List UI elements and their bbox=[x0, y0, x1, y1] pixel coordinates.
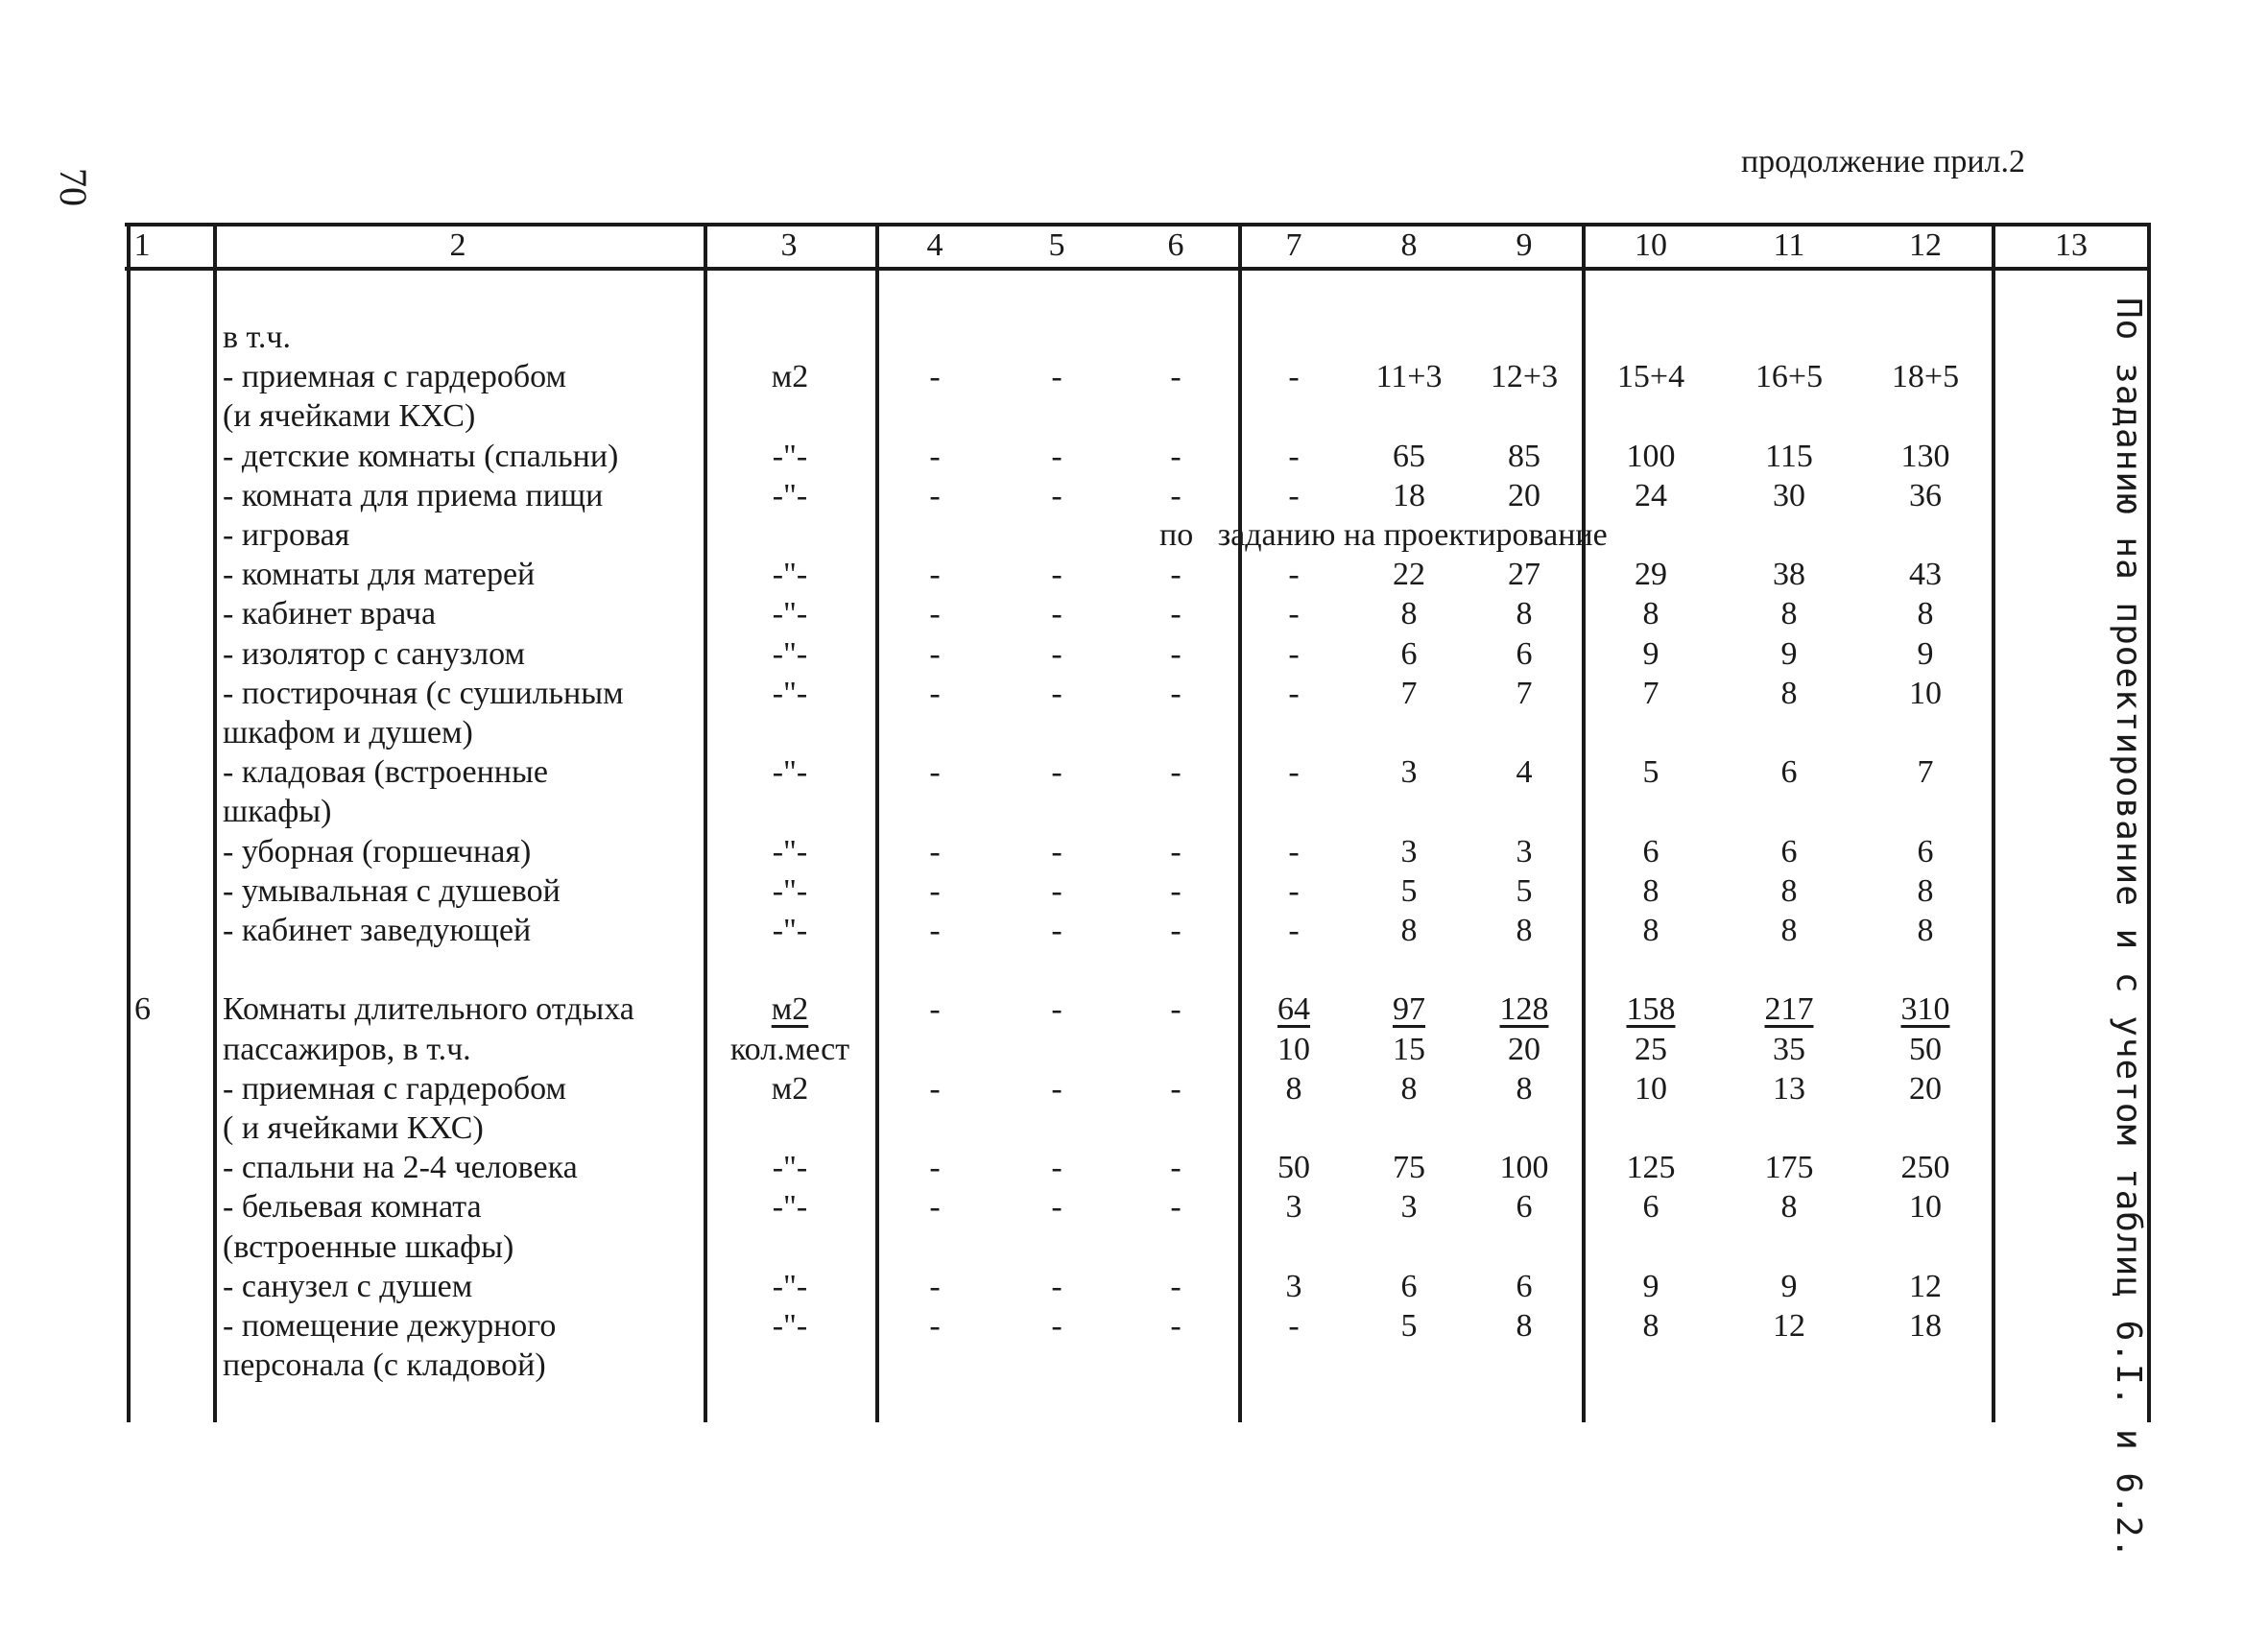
value-cell: - bbox=[929, 635, 941, 672]
room-name: (и ячейками КХС) bbox=[223, 398, 476, 435]
value-cell: - bbox=[1051, 1308, 1062, 1344]
value-cell: - bbox=[1051, 675, 1062, 711]
unit: -"- bbox=[772, 1189, 808, 1226]
value-cell: 5 bbox=[1516, 872, 1533, 909]
value-cell: 15+4 bbox=[1616, 359, 1685, 395]
value-cell: 24 bbox=[1635, 477, 1667, 513]
column-header: 7 bbox=[1285, 227, 1302, 263]
column-header: 8 bbox=[1400, 227, 1418, 263]
value-cell: 15 bbox=[1393, 1031, 1425, 1067]
value-cell: 50 bbox=[1277, 1150, 1310, 1186]
room-name: - кабинет врача bbox=[223, 596, 437, 632]
value-cell: 6 bbox=[1917, 833, 1934, 870]
room-name: - уборная (горшечная) bbox=[223, 833, 532, 870]
value-cell: 5 bbox=[1400, 1308, 1418, 1344]
value-cell: - bbox=[1170, 477, 1182, 513]
unit: -"- bbox=[772, 438, 808, 474]
room-name: - приемная с гардеробом bbox=[223, 1070, 566, 1107]
column-header: 1 bbox=[133, 227, 151, 263]
column-header: 12 bbox=[1909, 227, 1942, 263]
value-cell: 18 bbox=[1909, 1308, 1942, 1344]
value-cell: - bbox=[1051, 991, 1062, 1028]
value-cell: - bbox=[929, 1268, 941, 1304]
value-cell: - bbox=[1051, 833, 1062, 870]
value-cell: - bbox=[1288, 913, 1300, 948]
value-cell: - bbox=[1170, 557, 1182, 593]
value-cell: - bbox=[929, 675, 941, 711]
value-cell: 27 bbox=[1508, 557, 1540, 593]
value-cell: 128 bbox=[1499, 991, 1549, 1028]
column-border bbox=[127, 223, 131, 1422]
value-cell: 8 bbox=[1400, 1070, 1418, 1107]
column-header: 10 bbox=[1635, 227, 1667, 263]
value-cell: 115 bbox=[1765, 438, 1813, 474]
value-cell: 6 bbox=[1780, 833, 1798, 870]
value-cell: - bbox=[1170, 359, 1182, 395]
value-cell: 75 bbox=[1393, 1150, 1425, 1186]
value-cell: 7 bbox=[1642, 675, 1659, 711]
room-name: - приемная с гардеробом bbox=[223, 359, 566, 395]
value-cell: 8 bbox=[1917, 913, 1934, 948]
value-cell: 130 bbox=[1900, 438, 1950, 474]
value-cell: - bbox=[1051, 359, 1062, 395]
page-number: 70 bbox=[52, 168, 95, 206]
room-name: Комнаты длительного отдыха bbox=[223, 991, 634, 1028]
value-cell: - bbox=[1170, 1070, 1182, 1107]
value-cell: 20 bbox=[1909, 1070, 1942, 1107]
value-cell: 7 bbox=[1917, 754, 1934, 791]
value-cell: - bbox=[1170, 438, 1182, 474]
value-cell: 8 bbox=[1400, 913, 1418, 948]
value-cell: - bbox=[1051, 1189, 1062, 1226]
room-name: - постирочная (с сушильным bbox=[223, 675, 624, 711]
value-cell: 30 bbox=[1773, 477, 1805, 513]
column-header: 9 bbox=[1516, 227, 1533, 263]
unit: -"- bbox=[772, 635, 808, 672]
span-note: по заданию на проектирование bbox=[1159, 517, 1608, 553]
unit: -"- bbox=[772, 913, 808, 948]
value-cell: 36 bbox=[1909, 477, 1942, 513]
unit: -"- bbox=[772, 477, 808, 513]
room-name: - комната для приема пищи bbox=[223, 477, 604, 513]
value-cell: 64 bbox=[1277, 991, 1310, 1028]
unit: -"- bbox=[772, 1150, 808, 1186]
column-header: 11 bbox=[1773, 227, 1805, 263]
column-border bbox=[704, 223, 707, 1422]
value-cell: - bbox=[1288, 438, 1300, 474]
value-cell: - bbox=[929, 833, 941, 870]
value-cell: 310 bbox=[1900, 991, 1950, 1028]
value-cell: 6 bbox=[1516, 1189, 1533, 1226]
unit: -"- bbox=[772, 596, 808, 632]
value-cell: 4 bbox=[1516, 754, 1533, 791]
value-cell: 12 bbox=[1909, 1268, 1942, 1304]
column-border bbox=[875, 223, 879, 1422]
unit: -"- bbox=[772, 1308, 808, 1344]
room-name: - санузел с душем bbox=[223, 1268, 473, 1304]
room-name: - помещение дежурного bbox=[223, 1308, 557, 1344]
unit: -"- bbox=[772, 872, 808, 909]
value-cell: 29 bbox=[1635, 557, 1667, 593]
value-cell: - bbox=[929, 477, 941, 513]
value-cell: 8 bbox=[1780, 1189, 1798, 1226]
value-cell: - bbox=[929, 1308, 941, 1344]
value-cell: 65 bbox=[1393, 438, 1425, 474]
value-cell: 3 bbox=[1400, 1189, 1418, 1226]
room-name: - детские комнаты (спальни) bbox=[223, 438, 619, 474]
value-cell: - bbox=[1288, 557, 1300, 593]
value-cell: - bbox=[1288, 872, 1300, 909]
value-cell: 12 bbox=[1773, 1308, 1805, 1344]
value-cell: - bbox=[1288, 477, 1300, 513]
value-cell: - bbox=[1170, 913, 1182, 948]
value-cell: - bbox=[1170, 1189, 1182, 1226]
column-header: 6 bbox=[1167, 227, 1184, 263]
value-cell: - bbox=[929, 359, 941, 395]
value-cell: 20 bbox=[1508, 477, 1540, 513]
value-cell: 6 bbox=[1780, 754, 1798, 791]
row-number: 6 bbox=[134, 991, 151, 1028]
value-cell: 5 bbox=[1642, 754, 1659, 791]
value-cell: 9 bbox=[1780, 1268, 1798, 1304]
room-name: - кладовая (встроенные bbox=[223, 754, 548, 791]
value-cell: - bbox=[1170, 833, 1182, 870]
room-name: - кабинет заведующей bbox=[223, 913, 532, 948]
value-cell: 100 bbox=[1626, 438, 1676, 474]
value-cell: 50 bbox=[1909, 1031, 1942, 1067]
value-cell: - bbox=[1051, 438, 1062, 474]
unit: кол.мест bbox=[729, 1031, 850, 1067]
value-cell: 7 bbox=[1516, 675, 1533, 711]
room-name: - комнаты для матерей bbox=[223, 557, 536, 593]
room-name: - умывальная с душевой bbox=[223, 872, 561, 909]
value-cell: 18 bbox=[1393, 477, 1425, 513]
value-cell: - bbox=[1051, 754, 1062, 791]
value-cell: 13 bbox=[1773, 1070, 1805, 1107]
value-cell: 9 bbox=[1780, 635, 1798, 672]
unit: -"- bbox=[772, 1268, 808, 1304]
value-cell: - bbox=[1170, 1308, 1182, 1344]
value-cell: 9 bbox=[1642, 635, 1659, 672]
value-cell: 8 bbox=[1642, 596, 1659, 632]
room-name: в т.ч. bbox=[223, 320, 291, 355]
value-cell: 8 bbox=[1516, 1070, 1533, 1107]
room-name: ( и ячейками КХС) bbox=[223, 1110, 484, 1146]
unit: м2 bbox=[771, 359, 809, 395]
unit: м2 bbox=[771, 991, 809, 1028]
value-cell: 22 bbox=[1393, 557, 1425, 593]
value-cell: 10 bbox=[1635, 1070, 1667, 1107]
value-cell: 8 bbox=[1642, 1308, 1659, 1344]
side-note: По заданию на проектирование и с учетом таблиц 6.I. и 6.2. bbox=[2109, 298, 2148, 1561]
value-cell: 8 bbox=[1642, 872, 1659, 909]
value-cell: 8 bbox=[1400, 596, 1418, 632]
unit: -"- bbox=[772, 833, 808, 870]
value-cell: 8 bbox=[1780, 675, 1798, 711]
value-cell: - bbox=[929, 913, 941, 948]
value-cell: 9 bbox=[1642, 1268, 1659, 1304]
value-cell: - bbox=[1170, 991, 1182, 1028]
column-header: 3 bbox=[780, 227, 798, 263]
value-cell: - bbox=[1170, 1150, 1182, 1186]
value-cell: 97 bbox=[1393, 991, 1425, 1028]
value-cell: - bbox=[929, 1189, 941, 1226]
value-cell: 250 bbox=[1900, 1150, 1950, 1186]
value-cell: - bbox=[1051, 1268, 1062, 1304]
column-header: 13 bbox=[2055, 227, 2088, 263]
value-cell: - bbox=[1051, 913, 1062, 948]
value-cell: - bbox=[1170, 754, 1182, 791]
value-cell: 12+3 bbox=[1490, 359, 1559, 395]
room-name: - игровая bbox=[223, 517, 350, 553]
unit: -"- bbox=[772, 675, 808, 711]
value-cell: 8 bbox=[1516, 596, 1533, 632]
value-cell: 8 bbox=[1642, 913, 1659, 948]
value-cell: 8 bbox=[1917, 596, 1934, 632]
value-cell: - bbox=[929, 596, 941, 632]
value-cell: 6 bbox=[1400, 635, 1418, 672]
value-cell: 18+5 bbox=[1891, 359, 1960, 395]
room-name: - бельевая комната bbox=[223, 1189, 482, 1226]
value-cell: 10 bbox=[1909, 675, 1942, 711]
value-cell: - bbox=[1051, 635, 1062, 672]
value-cell: 8 bbox=[1780, 913, 1798, 948]
value-cell: 85 bbox=[1508, 438, 1540, 474]
value-cell: 6 bbox=[1642, 1189, 1659, 1226]
room-name: - изолятор с санузлом bbox=[223, 635, 525, 672]
value-cell: 8 bbox=[1516, 913, 1533, 948]
value-cell: - bbox=[1051, 596, 1062, 632]
value-cell: 3 bbox=[1285, 1189, 1302, 1226]
value-cell: 25 bbox=[1635, 1031, 1667, 1067]
value-cell: 6 bbox=[1516, 1268, 1533, 1304]
value-cell: - bbox=[1170, 872, 1182, 909]
column-border bbox=[213, 223, 217, 1422]
value-cell: 20 bbox=[1508, 1031, 1540, 1067]
value-cell: - bbox=[1170, 1268, 1182, 1304]
value-cell: 35 bbox=[1773, 1031, 1805, 1067]
value-cell: 8 bbox=[1917, 872, 1934, 909]
value-cell: 10 bbox=[1277, 1031, 1310, 1067]
header-note: продолжение прил.2 bbox=[1740, 144, 2025, 179]
value-cell: 100 bbox=[1499, 1150, 1549, 1186]
value-cell: 8 bbox=[1780, 596, 1798, 632]
value-cell: - bbox=[1170, 675, 1182, 711]
value-cell: 43 bbox=[1909, 557, 1942, 593]
value-cell: 6 bbox=[1516, 635, 1533, 672]
room-name: (встроенные шкафы) bbox=[223, 1228, 514, 1265]
value-cell: - bbox=[929, 1150, 941, 1186]
value-cell: 16+5 bbox=[1755, 359, 1824, 395]
value-cell: - bbox=[929, 438, 941, 474]
value-cell: 11+3 bbox=[1375, 359, 1443, 395]
row-border bbox=[125, 267, 2148, 271]
value-cell: - bbox=[929, 1070, 941, 1107]
value-cell: - bbox=[1288, 635, 1300, 672]
column-header: 2 bbox=[449, 227, 466, 263]
value-cell: 8 bbox=[1516, 1308, 1533, 1344]
column-border bbox=[1992, 223, 1995, 1422]
column-header: 5 bbox=[1048, 227, 1065, 263]
value-cell: - bbox=[929, 557, 941, 593]
value-cell: 38 bbox=[1773, 557, 1805, 593]
value-cell: - bbox=[1288, 833, 1300, 870]
value-cell: - bbox=[1288, 1308, 1300, 1344]
value-cell: - bbox=[1051, 557, 1062, 593]
value-cell: 3 bbox=[1285, 1268, 1302, 1304]
column-header: 4 bbox=[926, 227, 943, 263]
value-cell: - bbox=[929, 991, 941, 1028]
value-cell: - bbox=[1170, 596, 1182, 632]
value-cell: 10 bbox=[1909, 1189, 1942, 1226]
value-cell: 9 bbox=[1917, 635, 1934, 672]
value-cell: 125 bbox=[1626, 1150, 1676, 1186]
value-cell: 8 bbox=[1285, 1070, 1302, 1107]
value-cell: 3 bbox=[1400, 754, 1418, 791]
value-cell: - bbox=[1288, 359, 1300, 395]
value-cell: - bbox=[1051, 872, 1062, 909]
unit: -"- bbox=[772, 557, 808, 593]
column-border bbox=[1582, 223, 1586, 1422]
value-cell: - bbox=[1051, 1150, 1062, 1186]
value-cell: - bbox=[1051, 477, 1062, 513]
value-cell: 8 bbox=[1780, 872, 1798, 909]
value-cell: 6 bbox=[1400, 1268, 1418, 1304]
room-name: пассажиров, в т.ч. bbox=[223, 1031, 471, 1067]
value-cell: - bbox=[929, 872, 941, 909]
value-cell: 6 bbox=[1642, 833, 1659, 870]
value-cell: 217 bbox=[1764, 991, 1814, 1028]
value-cell: - bbox=[1051, 1070, 1062, 1107]
room-name: персонала (с кладовой) bbox=[223, 1347, 546, 1384]
value-cell: 7 bbox=[1400, 675, 1418, 711]
value-cell: - bbox=[1288, 596, 1300, 632]
value-cell: 3 bbox=[1516, 833, 1533, 870]
value-cell: - bbox=[1288, 675, 1300, 711]
unit: -"- bbox=[772, 754, 808, 791]
column-border bbox=[1238, 223, 1242, 1422]
room-name: шкафы) bbox=[223, 794, 332, 830]
room-name: - спальни на 2-4 человека bbox=[223, 1150, 578, 1186]
value-cell: 3 bbox=[1400, 833, 1418, 870]
value-cell: - bbox=[1170, 635, 1182, 672]
unit: м2 bbox=[771, 1070, 809, 1107]
value-cell: 5 bbox=[1400, 872, 1418, 909]
value-cell: 175 bbox=[1764, 1150, 1814, 1186]
value-cell: 158 bbox=[1626, 991, 1676, 1028]
value-cell: - bbox=[929, 754, 941, 791]
room-name: шкафом и душем) bbox=[223, 715, 473, 751]
value-cell: - bbox=[1288, 754, 1300, 791]
